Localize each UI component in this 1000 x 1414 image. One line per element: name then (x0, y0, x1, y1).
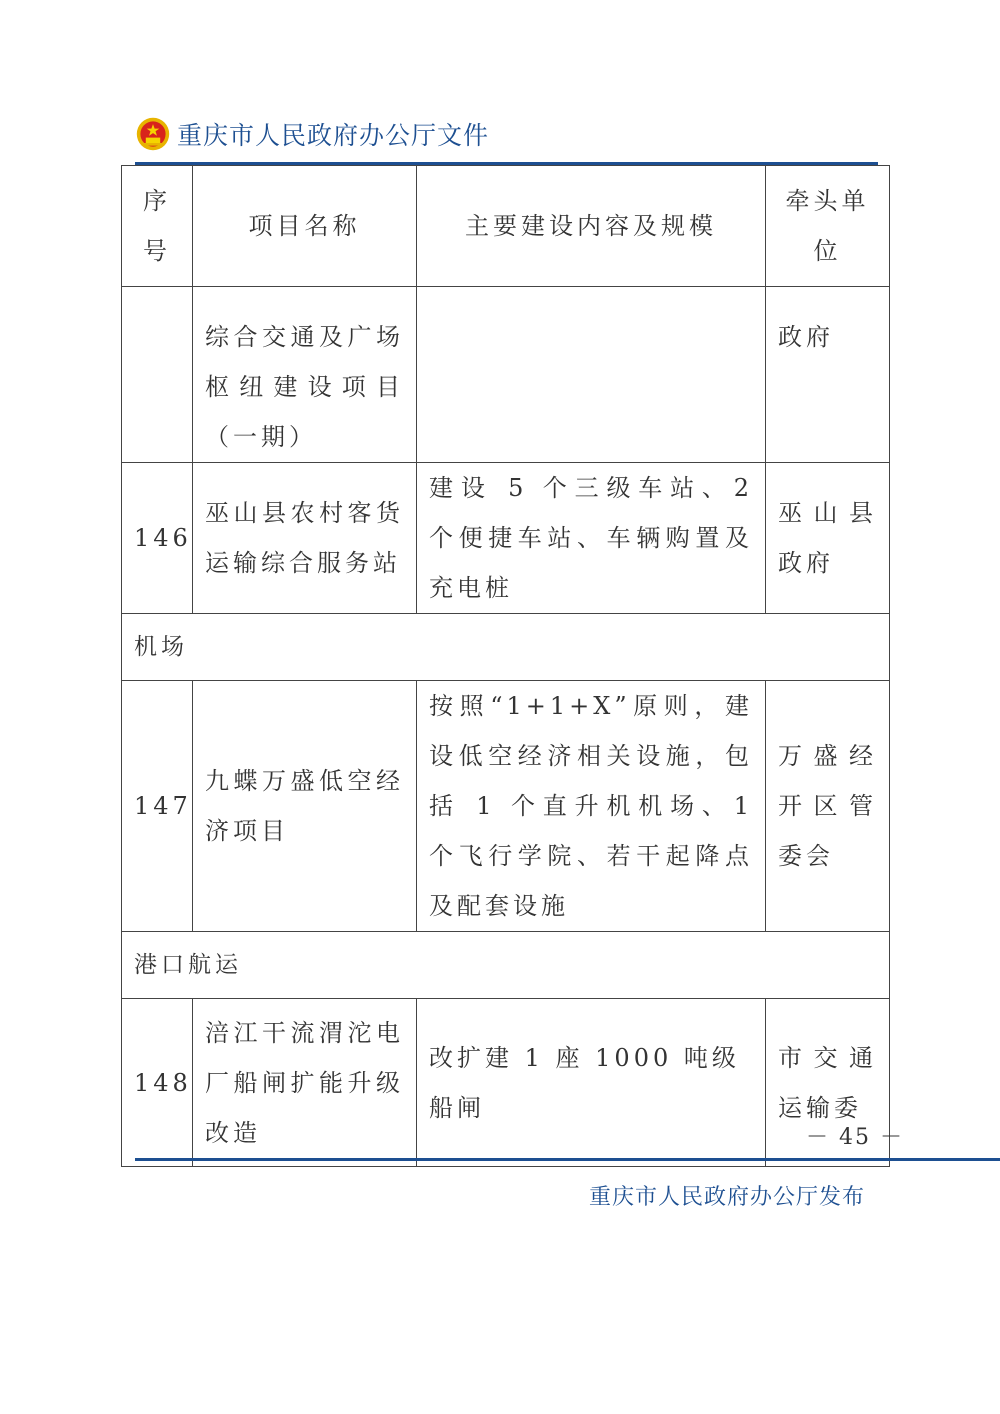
cell-num: 147 (122, 681, 193, 932)
category-row (122, 932, 890, 999)
cell-name: 涪江干流渭沱电厂船闸扩能升级改造 (193, 999, 417, 1167)
cell-unit: 市交通运输委 (766, 999, 890, 1167)
header-unit: 牵头单位 (766, 166, 890, 287)
cell-name: 九蝶万盛低空经济项目 (193, 681, 417, 932)
table-row (122, 999, 890, 1167)
project-table (121, 165, 890, 1167)
cell-unit: 巫山县政府 (766, 463, 890, 614)
cell-unit: 政府 (766, 287, 890, 463)
cell-content: 按照“1+1+X”原则，建设低空经济相关设施，包括 1 个直升机机场、1 个飞行学院、若干起降点及配套设施 (417, 681, 766, 932)
footer-publisher: 重庆市人民政府办公厅发布 (588, 1185, 865, 1210)
header-num: 序号 (122, 166, 193, 287)
category-row (122, 614, 890, 681)
footer-divider (135, 1158, 1000, 1161)
cell-name: 巫山县农村客货运输综合服务站 (193, 463, 417, 614)
cell-num: 148 (122, 999, 193, 1167)
document-header (135, 112, 489, 156)
category-port: 港口航运 (122, 932, 890, 999)
cell-content: 改扩建 1 座 1000 吨级船闸 (417, 999, 766, 1167)
cell-unit: 万盛经开区管委会 (766, 681, 890, 932)
header-title: 重庆市人民政府办公厅文件 (177, 121, 490, 150)
cell-num: 146 (122, 463, 193, 614)
national-emblem-icon (135, 116, 171, 152)
table-row (122, 463, 890, 614)
cell-num (122, 287, 193, 463)
cell-content (417, 287, 766, 463)
category-airport: 机场 (122, 614, 890, 681)
table-row (122, 287, 890, 463)
header-content: 主要建设内容及规模 (417, 166, 766, 287)
cell-name: 综合交通及广场枢纽建设项目（一期） (193, 287, 417, 463)
table-row (122, 681, 890, 932)
cell-content: 建设 5 个三级车站、2 个便捷车站、车辆购置及充电桩 (417, 463, 766, 614)
table-header-row (122, 166, 890, 287)
page-number: － 45 － (806, 1125, 904, 1150)
header-name: 项目名称 (193, 166, 417, 287)
